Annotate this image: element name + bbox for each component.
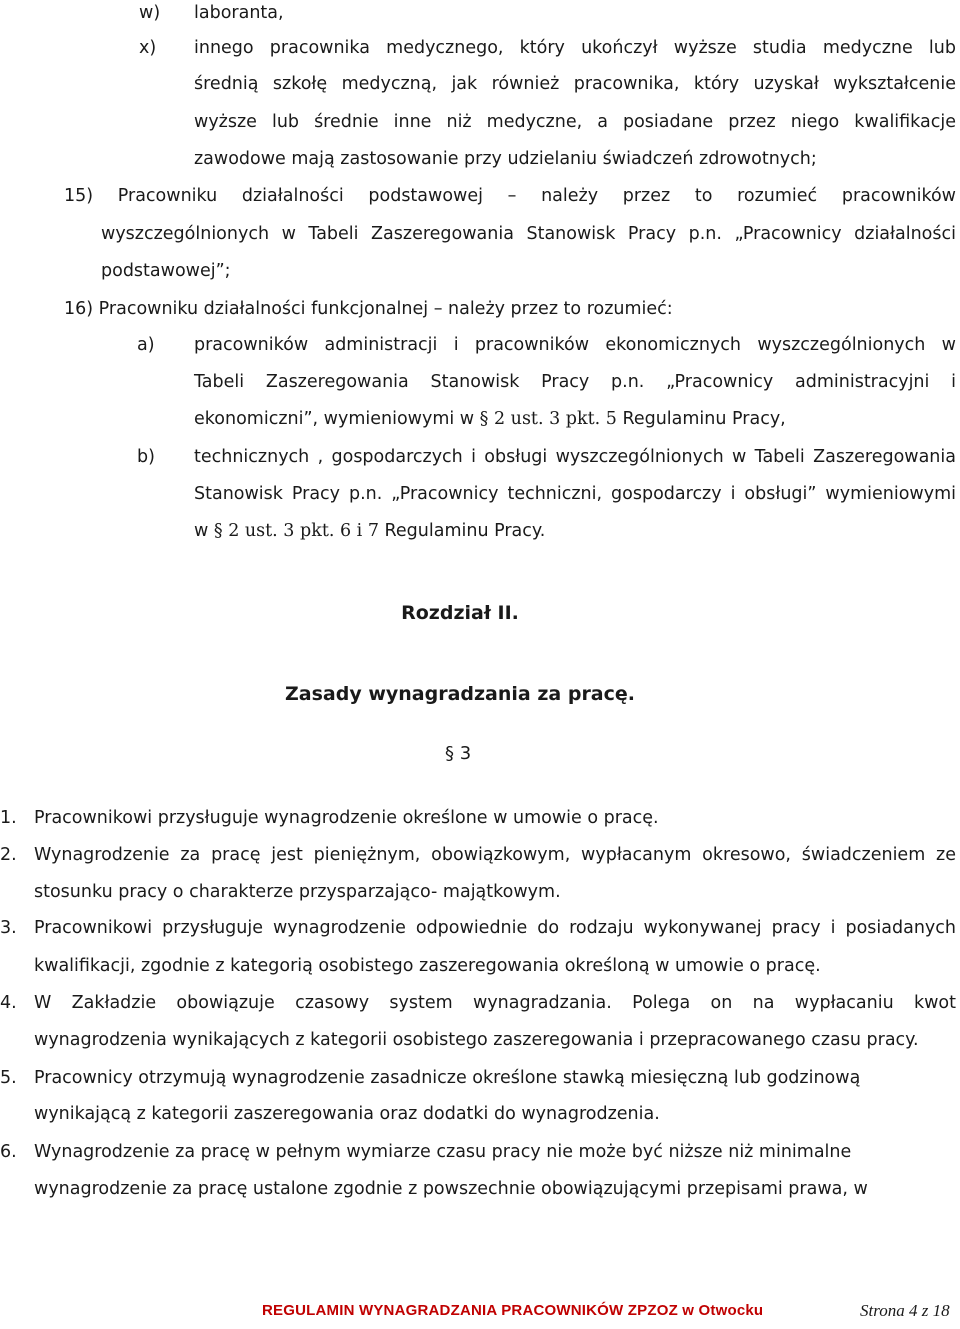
point-5-line-2: wynikającą z kategorii zaszeregowania oraz dodatki do wynagrodzenia.	[34, 1104, 660, 1124]
point-6-line-1: Wynagrodzenie za pracę w pełnym wymiarze czasu pracy nie może być niższe niż minimalne	[34, 1142, 852, 1162]
point-3-line-1: Pracownikowi przysługuje wynagrodzenie odpowiednie do rodzaju wykonywanej pracy i posiadanych	[34, 918, 956, 938]
item-16a-line-3-post: Regulaminu Pracy,	[616, 409, 786, 429]
item-16a-line-1: pracowników administracji i pracowników ekonomicznych wyszczególnionych w	[194, 335, 956, 355]
item-16: 16) Pracowniku działalności funkcjonalnej – należy przez to rozumieć:	[64, 299, 673, 319]
point-5-line-1: Pracownicy otrzymują wynagrodzenie zasadnicze określone stawką miesięczną lub godzinową	[34, 1068, 861, 1088]
item-16a-line-3-pre: ekonomiczni”, wymieniowymi w	[194, 409, 480, 429]
list-marker-w: w)	[139, 3, 161, 23]
item-16b-reference: § 2 ust. 3 pkt. 6 i 7	[213, 521, 379, 541]
point-1-number: 1.	[0, 808, 17, 828]
item-15-line-2: wyszczególnionych w Tabeli Zaszeregowania Stanowisk Pracy p.n. „Pracownicy działalności	[101, 224, 956, 244]
footer-title: REGULAMIN WYNAGRADZANIA PRACOWNIKÓW ZPZOZ w Otwocku	[262, 1302, 764, 1319]
point-2-number: 2.	[0, 845, 17, 865]
item-15-line-3: podstawowej”;	[101, 261, 231, 281]
point-2-line-2: stosunku pracy o charakterze przysparzająco- majątkowym.	[34, 882, 561, 902]
item-15-line-1: 15) Pracowniku działalności podstawowej – należy przez to rozumieć pracowników	[64, 186, 956, 206]
footer-page-number: Strona 4 z 18	[860, 1301, 950, 1320]
item-16b-line-2: Stanowisk Pracy p.n. „Pracownicy techniczni, gospodarczy i obsługi” wymieniowymi	[194, 484, 956, 504]
list-item-x-line-3: wyższe lub średnie inne niż medyczne, a posiadane przez niego kwalifikacje	[194, 112, 956, 132]
point-6-number: 6.	[0, 1142, 17, 1162]
item-16b-line-3-post: Regulaminu Pracy.	[378, 521, 546, 541]
chapter-title: Rozdział II.	[401, 602, 519, 624]
item-16a-reference: § 2 ust. 3 pkt. 5	[479, 409, 617, 429]
item-16a-marker: a)	[137, 335, 155, 355]
point-3-line-2: kwalifikacji, zgodnie z kategorią osobistego zaszeregowania określoną w umowie o pracę.	[34, 956, 821, 976]
item-16a-line-2: Tabeli Zaszeregowania Stanowisk Pracy p.n. „Pracownicy administracyjni i	[194, 372, 956, 392]
point-1-line-1: Pracownikowi przysługuje wynagrodzenie określone w umowie o pracę.	[34, 808, 659, 828]
point-4-line-1: W Zakładzie obowiązuje czasowy system wynagradzania. Polega on na wypłacaniu kwot	[34, 993, 956, 1013]
item-16b-line-3	[194, 519, 545, 543]
item-16b-line-1: technicznych , gospodarczych i obsługi wyszczególnionych w Tabeli Zaszeregowania	[194, 447, 956, 467]
list-marker-x: x)	[139, 38, 157, 58]
item-16b-line-3-pre: w	[194, 521, 214, 541]
point-4-number: 4.	[0, 993, 17, 1013]
point-4-line-2: wynagrodzenia wynikających z kategorii osobistego zaszeregowania i przepracowanego czasu pracy.	[34, 1030, 919, 1050]
point-2-line-1: Wynagrodzenie za pracę jest pieniężnym, obowiązkowym, wypłacanym okresowo, świadczeniem ze	[34, 845, 956, 865]
list-item-x-line-2: średnią szkołę medyczną, jak również pracownika, który uzyskał wykształcenie	[194, 74, 956, 94]
section-number: § 3	[445, 743, 472, 764]
point-6-line-2: wynagrodzenie za pracę ustalone zgodnie z powszechnie obowiązującymi przepisami prawa, w	[34, 1179, 868, 1199]
list-item-x-line-4: zawodowe mają zastosowanie przy udzielaniu świadczeń zdrowotnych;	[194, 149, 817, 169]
list-item-x-line-1: innego pracownika medycznego, który ukończył wyższe studia medyczne lub	[194, 38, 956, 58]
item-16a-line-3	[194, 407, 786, 431]
footer-rule	[262, 1296, 960, 1297]
point-5-number: 5.	[0, 1068, 17, 1088]
chapter-subtitle: Zasady wynagradzania za pracę.	[284, 683, 635, 705]
point-3-number: 3.	[0, 918, 17, 938]
list-item-w: laboranta,	[194, 3, 284, 23]
item-16b-marker: b)	[137, 447, 155, 467]
